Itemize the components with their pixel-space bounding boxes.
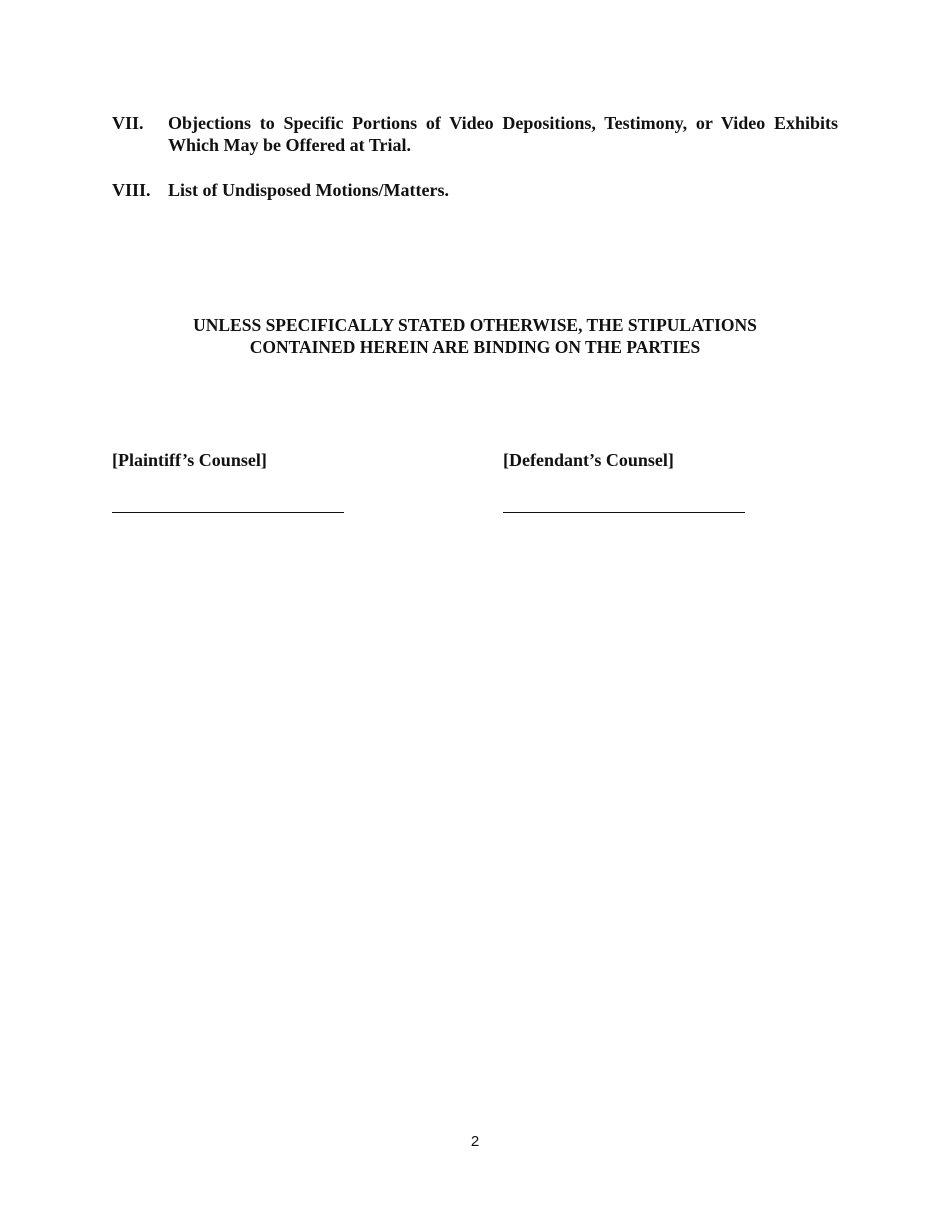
section-vii (112, 112, 838, 156)
binding-stipulation-notice (112, 314, 838, 358)
section-number: VIII. (112, 180, 151, 200)
defendant-counsel-label: [Defendant’s Counsel] (503, 450, 674, 470)
page-number: 2 (470, 1133, 480, 1150)
section-viii (112, 179, 838, 201)
plaintiff-counsel-label: [Plaintiff’s Counsel] (112, 450, 267, 470)
notice-line-2: CONTAINED HEREIN ARE BINDING ON THE PARTIES (249, 337, 701, 357)
section-title: Objections to Specific Portions of Video Depositions, Testimony, or Video Exhibits Which May be Offered at Trial. (168, 113, 838, 155)
section-title: List of Undisposed Motions/Matters. (168, 180, 450, 200)
notice-line-1: UNLESS SPECIFICALLY STATED OTHERWISE, THE STIPULATIONS (193, 315, 757, 335)
section-number: VII. (112, 113, 144, 133)
plaintiff-signature-line (112, 512, 344, 513)
defendant-signature-line (503, 512, 745, 513)
